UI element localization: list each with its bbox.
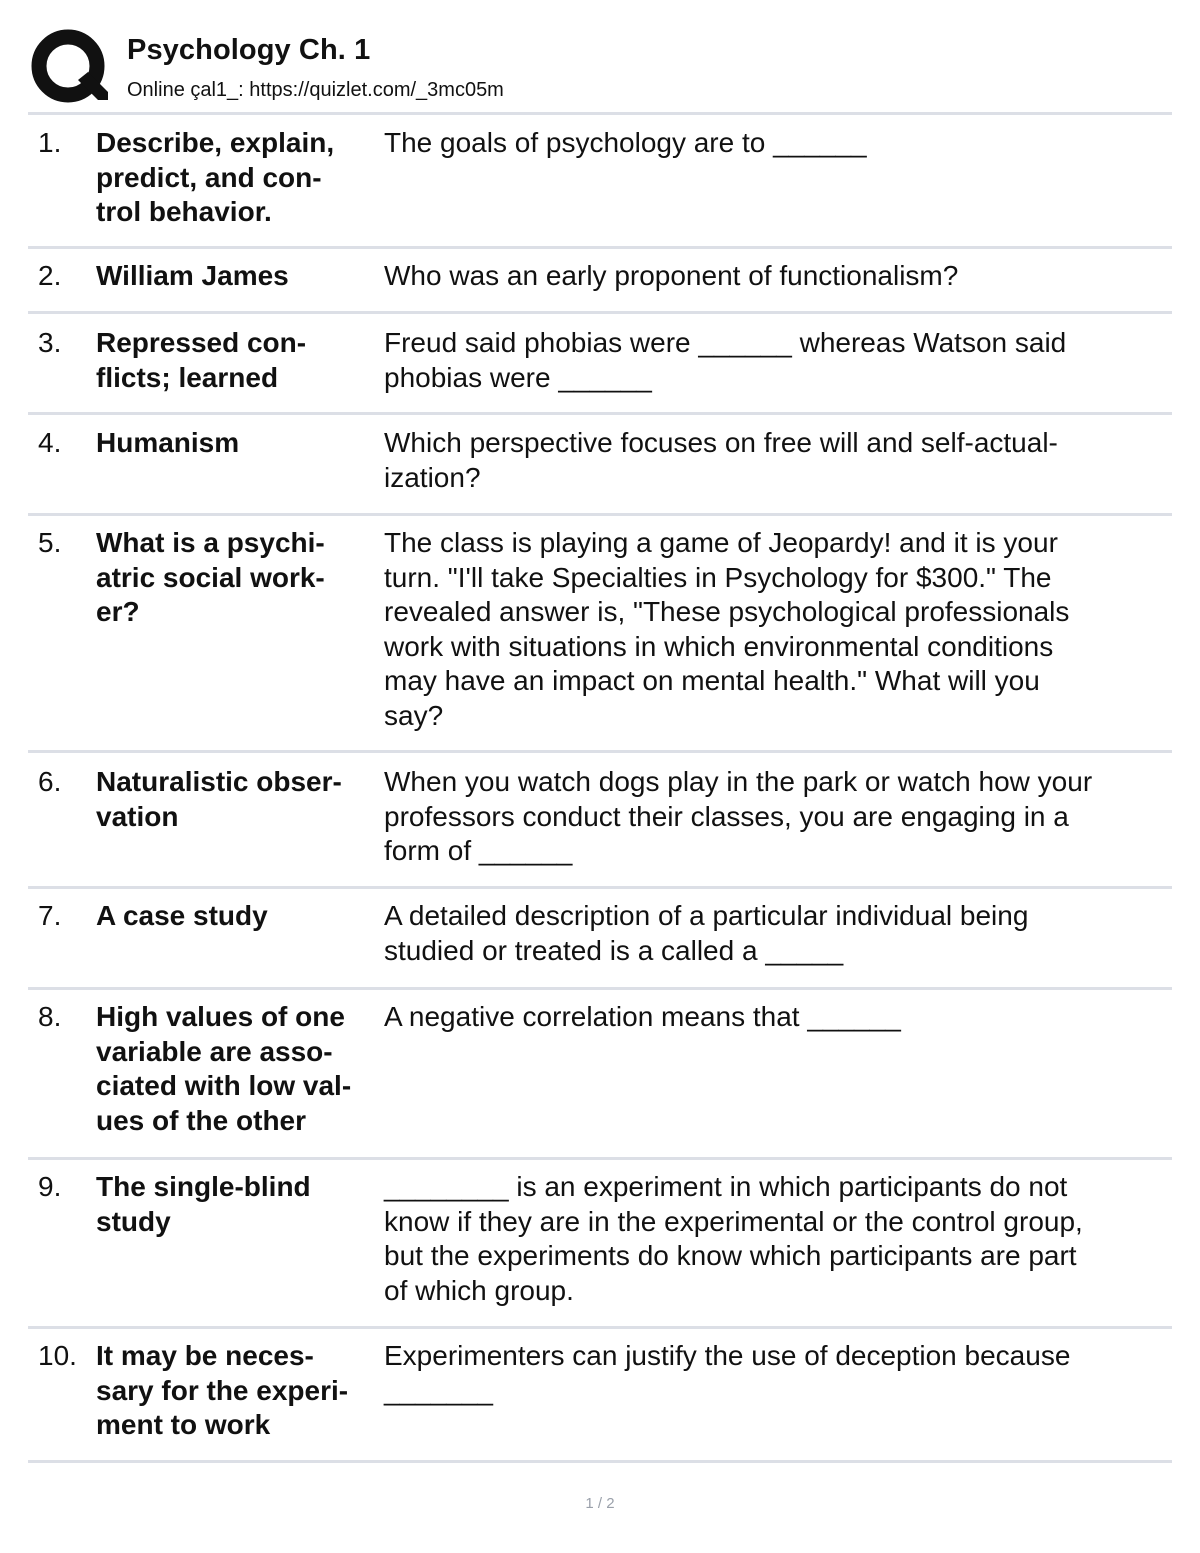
- card-number: 6.: [38, 766, 62, 797]
- card-definition: [384, 765, 1174, 869]
- card-divider: [28, 246, 1172, 249]
- card-term-line: High values of one: [96, 1001, 345, 1032]
- card-term-line: Humanism: [96, 427, 240, 458]
- card-definition-line: may have an impact on mental health." What will you: [384, 665, 1040, 696]
- quizlet-q-logo-icon: [30, 28, 110, 108]
- card-term-line: ment to work: [96, 1409, 271, 1440]
- card-term: [96, 1339, 378, 1443]
- card-term-line: atric social work-: [96, 561, 325, 593]
- card-definition-line: revealed answer is, "These psychological professionals: [384, 596, 1070, 627]
- card-term-line: trol behavior.: [96, 196, 272, 227]
- card-number: 5.: [38, 527, 62, 558]
- card-number: 4.: [38, 427, 62, 458]
- card-definition-line: say?: [384, 699, 444, 731]
- card-definition: [384, 1170, 1174, 1308]
- card-definition-line: work with situations in which environmental conditions: [384, 630, 1054, 662]
- card-divider: [28, 1326, 1172, 1329]
- card-definition-line: know if they are in the experimental or the control group,: [384, 1205, 1083, 1237]
- set-subtitle-link[interactable]: Online çal1_: https://quizlet.com/_3mc05m: [127, 79, 504, 101]
- card-definition-line: ________ is an experiment in which participants do not: [384, 1171, 1068, 1202]
- card-definition-line: phobias were ______: [384, 361, 652, 393]
- card-divider: [28, 750, 1172, 753]
- card-term-line: Describe, explain,: [96, 127, 335, 158]
- card-definition-line: of which group.: [384, 1274, 574, 1306]
- card-term: [96, 526, 378, 630]
- card-term-line: The single-blind: [96, 1171, 311, 1202]
- card-term-line: flicts; learned: [96, 361, 279, 393]
- card-divider: [28, 1460, 1172, 1463]
- card-term: [96, 326, 378, 395]
- card-number: 9.: [38, 1171, 62, 1202]
- card-term-line: variable are asso-: [96, 1035, 333, 1067]
- card-term-line: ues of the other: [96, 1104, 307, 1136]
- card-term-line: What is a psychi-: [96, 527, 325, 558]
- page-indicator: 1 / 2: [585, 1495, 615, 1512]
- card-definition-line: turn. "I'll take Specialties in Psychology for $300." The: [384, 561, 1052, 593]
- card-definition: [384, 1339, 1174, 1408]
- card-number: 2.: [38, 260, 62, 291]
- card-definition: [384, 259, 1174, 294]
- card-definition: [384, 326, 1174, 395]
- card-term-line: Naturalistic obser-: [96, 766, 342, 797]
- card-term-line: predict, and con-: [96, 161, 322, 193]
- card-definition-line: studied or treated is a called a _____: [384, 934, 844, 966]
- card-divider: [28, 987, 1172, 990]
- set-title: Psychology Ch. 1: [127, 34, 371, 66]
- card-term: [96, 1170, 378, 1239]
- card-term: [96, 765, 378, 834]
- card-number: 7.: [38, 900, 62, 931]
- card-term: [96, 259, 378, 294]
- card-term: [96, 426, 378, 461]
- card-definition-line: Freud said phobias were ______ whereas Watson said: [384, 327, 1067, 358]
- card-definition-line: The goals of psychology are to ______: [384, 127, 867, 158]
- card-term-line: A case study: [96, 900, 268, 931]
- card-definition: [384, 426, 1174, 495]
- card-number: 8.: [38, 1001, 62, 1032]
- card-term-line: vation: [96, 800, 179, 832]
- card-term: [96, 1000, 378, 1138]
- card-definition-line: professors conduct their classes, you are engaging in a: [384, 800, 1069, 832]
- card-term: [96, 126, 378, 230]
- card-definition: [384, 526, 1174, 733]
- card-term-line: study: [96, 1205, 171, 1237]
- card-definition-line: A detailed description of a particular individual being: [384, 900, 1029, 931]
- card-definition-line: Who was an early proponent of functionalism?: [384, 260, 959, 291]
- card-definition-line: but the experiments do know which participants are part: [384, 1240, 1077, 1271]
- card-definition-line: ization?: [384, 461, 481, 493]
- card-definition-line: Which perspective focuses on free will and self-actual-: [384, 427, 1058, 458]
- card-term-line: Repressed con-: [96, 327, 307, 358]
- card-definition: [384, 1000, 1174, 1035]
- card-term: [96, 899, 378, 934]
- card-term-line: sary for the experi-: [96, 1374, 349, 1406]
- card-divider: [28, 412, 1172, 415]
- card-definition-line: _______: [384, 1374, 494, 1406]
- card-number: 10.: [38, 1340, 77, 1371]
- card-number: 1.: [38, 127, 62, 158]
- card-term-line: er?: [96, 596, 140, 627]
- card-definition: [384, 899, 1174, 968]
- card-number: 3.: [38, 327, 62, 358]
- card-term-line: It may be neces-: [96, 1340, 314, 1371]
- header-divider: [28, 112, 1172, 115]
- card-definition-line: The class is playing a game of Jeopardy! and it is your: [384, 527, 1058, 558]
- card-definition-line: Experimenters can justify the use of deception because: [384, 1340, 1071, 1371]
- card-divider: [28, 1157, 1172, 1160]
- card-definition-line: form of ______: [384, 835, 573, 866]
- document-header: [30, 28, 1172, 112]
- card-term-line: ciated with low val-: [96, 1070, 352, 1101]
- card-term-line: William James: [96, 260, 289, 291]
- card-definition-line: A negative correlation means that ______: [384, 1001, 901, 1032]
- card-definition-line: When you watch dogs play in the park or watch how your: [384, 766, 1093, 797]
- card-definition: [384, 126, 1174, 161]
- card-divider: [28, 513, 1172, 516]
- card-divider: [28, 311, 1172, 314]
- card-divider: [28, 886, 1172, 889]
